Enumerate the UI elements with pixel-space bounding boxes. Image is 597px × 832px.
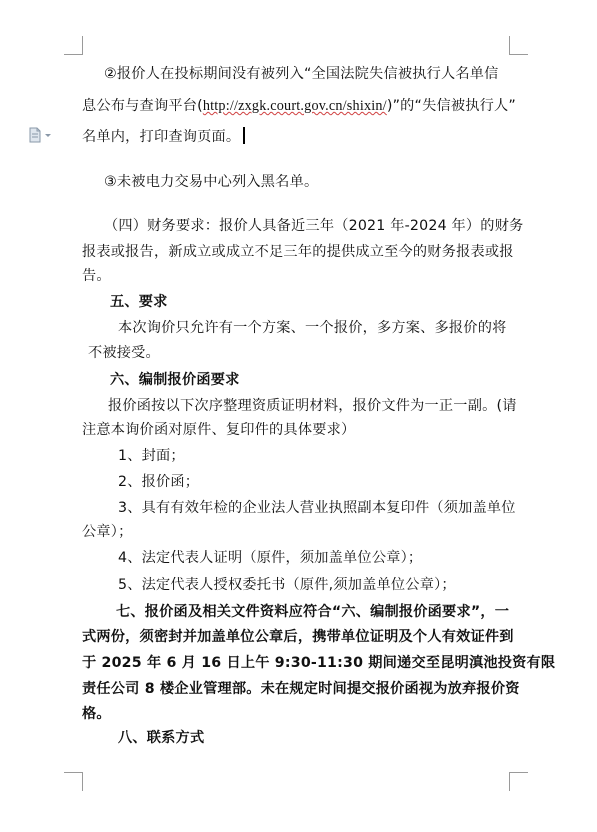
text-cursor: [243, 127, 245, 144]
paragraph-line: 式两份，须密封并加盖单位公章后，携带单位证明及个人有效证件到: [82, 629, 514, 645]
section-heading: 六、编制报价函要求: [110, 372, 240, 388]
paragraph-line: 报价函按以下次序整理资质证明材料，报价文件为一正一副。(请: [108, 398, 517, 414]
text-run: 息公布与查询平台(: [82, 98, 203, 114]
section-heading: 八、联系方式: [118, 730, 205, 746]
paragraph-line: 报表或报告，新成立或成立不足三年的提供成立至今的财务报表或报: [82, 244, 514, 260]
text-run: )”的“失信被执行人”: [386, 98, 516, 114]
paragraph-line: 告。: [82, 268, 111, 284]
paragraph-line: 本次询价只允许有一个方案、一个报价，多方案、多报价的将: [118, 320, 507, 336]
paragraph-line: （四）财务要求：报价人具备近三年（2021 年-2024 年）的财务: [104, 218, 524, 234]
list-item: 3、具有有效年检的企业法人营业执照副本复印件（须加盖单位: [118, 500, 516, 516]
paragraph-line: [82, 127, 245, 147]
paragraph-line: 格。: [82, 706, 111, 722]
text-run: 名单内，打印查询页面。: [82, 129, 241, 145]
paragraph-line: [82, 96, 516, 116]
list-item: 5、法定代表人授权委托书（原件,须加盖单位公章）；: [118, 577, 456, 593]
url-link[interactable]: http://zxgk.court.gov.cn/shixin/: [202, 98, 387, 114]
page-corner-top-left: [64, 36, 83, 55]
section-heading: 五、要求: [110, 294, 168, 310]
paragraph-line: 于 2025 年 6 月 16 日上午 9:30-11:30 期间递交至昆明滇池投资有限: [82, 655, 556, 671]
paragraph-line: 不被接受。: [88, 345, 160, 361]
paragraph-line: 注意本询价函对原件、复印件的具体要求）: [82, 422, 356, 438]
paragraph-line: ③未被电力交易中心列入黑名单。: [104, 174, 319, 190]
page-corner-bottom-left: [64, 772, 83, 791]
paragraph-line: 七、报价函及相关文件资料应符合“六、编制报价函要求”，一: [116, 604, 510, 620]
page-corner-bottom-right: [509, 772, 528, 791]
paragraph-line: ②报价人在投标期间没有被列入“全国法院失信被执行人名单信: [104, 66, 499, 82]
list-item: 1、封面；: [118, 448, 185, 464]
list-item: 公章）；: [82, 524, 133, 540]
list-item: 2、报价函；: [118, 474, 200, 490]
paragraph-marker-icon[interactable]: [28, 127, 54, 143]
paragraph-line: 责任公司 8 楼企业管理部。未在规定时间提交报价函视为放弃报价资: [82, 681, 520, 697]
list-item: 4、法定代表人证明（原件，须加盖单位公章）；: [118, 550, 423, 566]
page-corner-top-right: [509, 36, 528, 55]
